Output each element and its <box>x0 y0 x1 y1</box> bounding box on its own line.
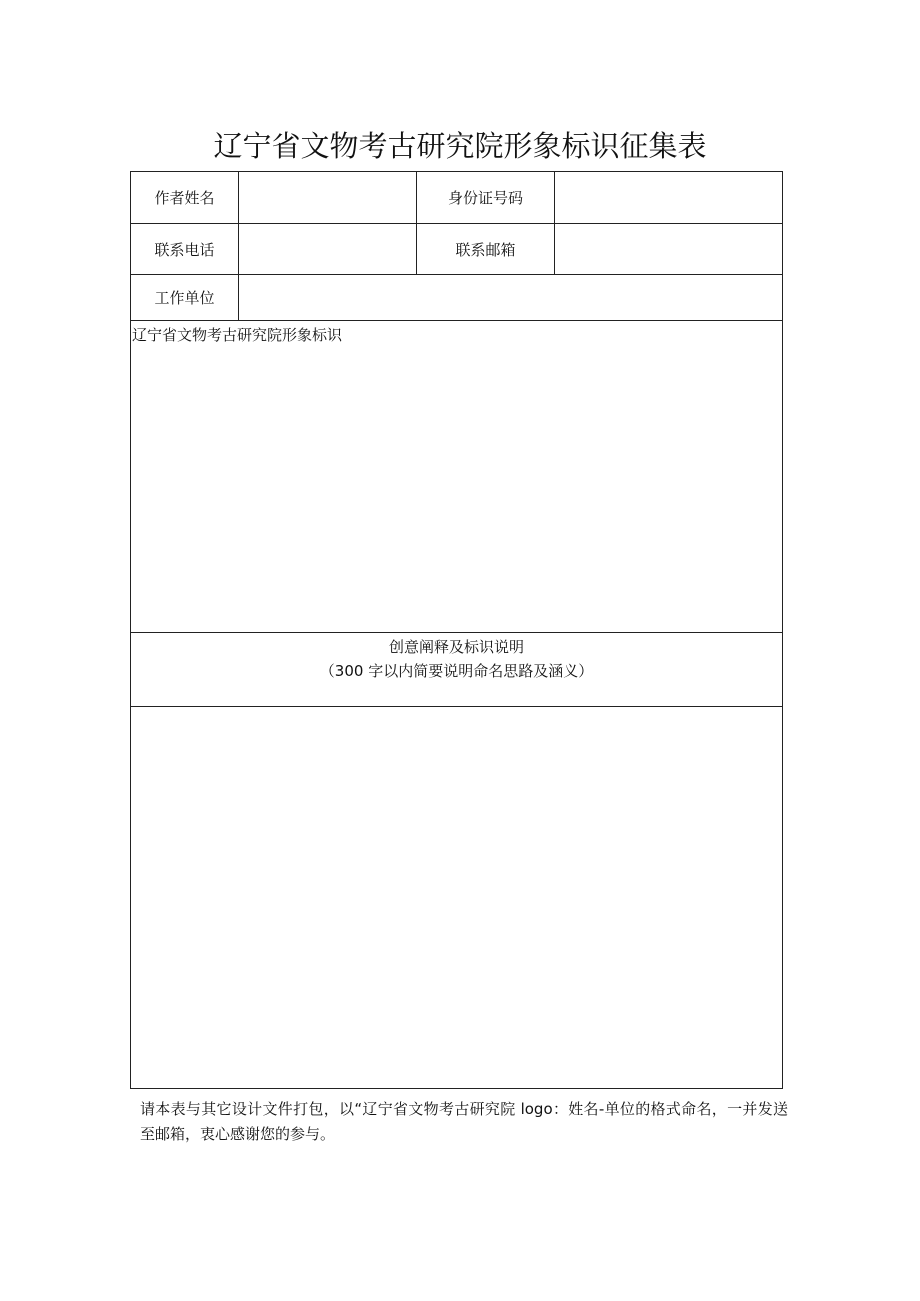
description-heading-row <box>131 633 782 707</box>
author-name-label: 作者姓名 <box>131 172 239 223</box>
employer-label: 工作单位 <box>131 275 239 320</box>
row-employer <box>131 275 782 321</box>
id-number-label: 身份证号码 <box>417 172 555 223</box>
description-hint: （300 字以内简要说明命名思路及涵义） <box>319 662 594 680</box>
email-field[interactable] <box>555 224 782 274</box>
logo-upload-area[interactable] <box>131 321 782 633</box>
phone-label: 联系电话 <box>131 224 239 274</box>
logo-section-label: 辽宁省文物考古研究院形象标识 <box>132 326 343 344</box>
employer-field[interactable] <box>239 275 782 320</box>
submission-note: 请本表与其它设计文件打包，以“辽宁省文物考古研究院 logo：姓名-单位的格式命名，一并发送至邮箱，衷心感谢您的参与。 <box>140 1100 788 1143</box>
row-phone-email <box>131 224 782 275</box>
row-name-id <box>131 172 782 224</box>
id-number-field[interactable] <box>555 172 782 223</box>
application-form <box>130 171 783 1089</box>
author-name-field[interactable] <box>239 172 417 223</box>
form-title: 辽宁省文物考古研究院形象标识征集表 <box>213 129 707 163</box>
description-heading: 创意阐释及标识说明 <box>388 638 524 656</box>
description-field[interactable] <box>131 707 782 1088</box>
phone-field[interactable] <box>239 224 417 274</box>
email-label: 联系邮箱 <box>417 224 555 274</box>
